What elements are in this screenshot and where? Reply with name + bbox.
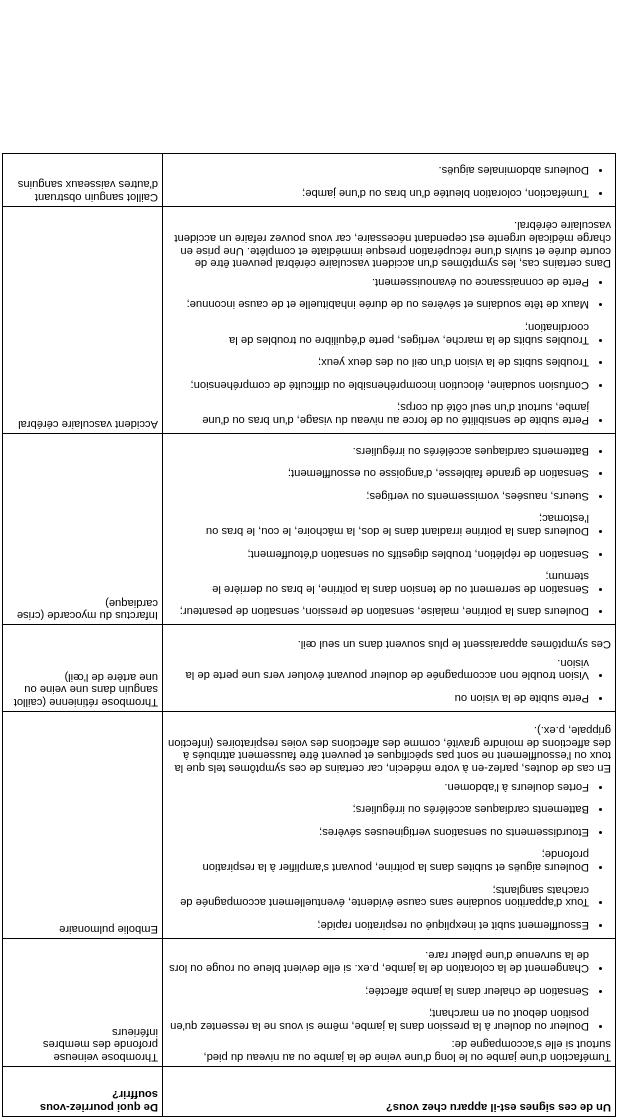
table-row-infarction	[3, 434, 616, 625]
symptoms-note: Ces symptômes apparaissent le plus souvent dans un seul œil.	[297, 637, 611, 650]
list-item: • Sueurs, nausées, vomissements ou vertiges;	[167, 489, 589, 502]
list-item: • Perte subite de la vision ou	[167, 691, 589, 704]
table-header-row	[3, 1067, 616, 1117]
table-row-retinal	[3, 625, 616, 711]
symptom-list	[167, 275, 611, 426]
list-item: • Perte subite de sensibilité ou de force au niveau du visage, d'un bras ou d'une jambe, surtout d'un seul côté du corps;	[167, 401, 589, 426]
condition-cell	[3, 625, 163, 711]
table-row-clot	[3, 153, 616, 206]
symptom-list	[167, 164, 611, 199]
symptom-list	[167, 949, 611, 1032]
list-item: • Vision trouble non accompagnée de douleur pouvant évoluer vers une perte de la vision.	[167, 656, 589, 681]
list-item: • Troubles subits de la vision d'un œil ou des deux yeux;	[167, 356, 589, 369]
list-item: • Douleurs dans la poitrine irradiant dans le dos, la mâchoire, le cou, le bras ou l'estomac;	[167, 512, 589, 537]
list-item: • Troubles subits de la marche, vertiges, perte d'équilibre ou troubles de la coordination;	[167, 320, 589, 345]
list-item: • Toux d'apparition soudaine sans cause évidente, éventuellement accompagnée de crachats sanglants;	[167, 883, 589, 908]
list-item: • Maux de tête soudains et sévères ou de durée inhabituelle et de cause inconnue;	[167, 298, 589, 311]
symptoms-cell	[163, 711, 616, 938]
list-item: • Douleur ou douleur à la pression dans la jambe, même si vous ne la ressentez qu'en position debout ou en marchant;	[167, 1007, 589, 1032]
condition-cell	[3, 938, 163, 1066]
list-item: • Battements cardiaques accélérés ou irréguliers;	[167, 803, 589, 816]
condition-cell	[3, 206, 163, 433]
condition-label: Accident vasculaire cérébral	[18, 418, 158, 430]
symptoms-note: En cas de doutes, parlez-en à votre médecin, car certains de ces symptômes tels que la toux ou l'essoufflement ne sont pas spécifiques et peuvent être faussement attribués à des affections de moindre gravité, comme des affections des voies respiratoires (infection grippale, p.ex.).	[168, 724, 611, 775]
condition-label: Infarctus du myocarde (crise cardiaque)	[16, 596, 158, 622]
list-item: • Etourdissements ou sensations vertigineuses sévères;	[167, 825, 589, 838]
condition-label: Thrombose veineuse profonde des membres inférieurs	[42, 1025, 158, 1063]
list-item: • Confusion soudaine, élocution incompréhensible ou difficulté de compréhension;	[167, 378, 589, 391]
list-item: • Douleurs aiguës et subites dans la poitrine, pouvant s'amplifier à la respiration profonde;	[167, 848, 589, 873]
table-row-dvt	[3, 938, 616, 1066]
condition-cell	[3, 153, 163, 206]
list-item: • Douleurs dans la poitrine, malaise, sensation de pression, sensation de pesanteur;	[167, 605, 589, 618]
symptoms-cell	[163, 625, 616, 711]
symptoms-cell	[163, 206, 616, 433]
symptoms-note: Dans certains cas, les symptômes d'un accident vasculaire cérébral peuvent être de courte durée et suivis d'une récupération presque immédiate et complète. Une prise en charge médicale urgente est cependant nécessaire, car vous pouvez refaire un accident vasculaire cérébral.	[174, 219, 611, 270]
list-item: • Essoufflement subit et inexpliqué ou respiration rapide;	[167, 918, 589, 931]
symptom-list	[167, 656, 611, 704]
table-row-stroke	[3, 206, 616, 433]
list-item: • Sensation de chaleur dans la jambe affectée;	[167, 984, 589, 997]
symptoms-cell	[163, 434, 616, 625]
table-row-embolism	[3, 711, 616, 938]
condition-column-header: De quoi pourriez-vous souffrir?	[3, 1067, 163, 1117]
list-item: • Sensation de réplétion, troubles digestifs ou sensation d'étouffement;	[167, 547, 589, 560]
symptoms-intro: Tuméfaction d'une jambe ou le long d'une veine de la jambe ou au niveau du pied, surtout si elle s'accompagne de:	[203, 1038, 611, 1063]
list-item: • Perte de connaissance ou évanouissement.	[167, 275, 589, 288]
condition-cell	[3, 711, 163, 938]
list-item: • Changement de la coloration de la jambe, p.ex. si elle devient bleue ou rouge ou lors de la survenue d'une pâleur rare.	[167, 949, 589, 974]
symptom-table	[2, 153, 616, 1117]
condition-cell	[3, 434, 163, 625]
list-item: • Sensation de serrement ou de tension dans la poitrine, le bras ou derrière le sternum;	[167, 570, 589, 595]
list-item: • Sensation de grande faiblesse, d'angoisse ou essoufflement;	[167, 467, 589, 480]
condition-label: Caillot sanguin obstruant d'autres vaisseaux sanguins	[17, 178, 158, 203]
symptoms-cell	[163, 153, 616, 206]
condition-label: Embolie pulmonaire	[59, 922, 158, 935]
symptom-list	[167, 780, 611, 931]
condition-label: Thrombose rétinienne (caillot sanguin dans une veine ou une artère de l'œil)	[13, 670, 158, 708]
symptoms-cell	[163, 938, 616, 1066]
list-item: • Douleurs abdominales aiguës.	[167, 164, 589, 177]
symptoms-column-header: Un de ces signes est-il apparu chez vous?	[163, 1067, 616, 1117]
list-item: • Fortes douleurs à l'abdomen.	[167, 780, 589, 793]
list-item: • Tuméfaction, coloration bleutée d'un bras ou d'une jambe;	[167, 186, 589, 199]
symptom-list	[167, 444, 611, 617]
list-item: • Battements cardiaques accélérés ou irréguliers.	[167, 444, 589, 457]
